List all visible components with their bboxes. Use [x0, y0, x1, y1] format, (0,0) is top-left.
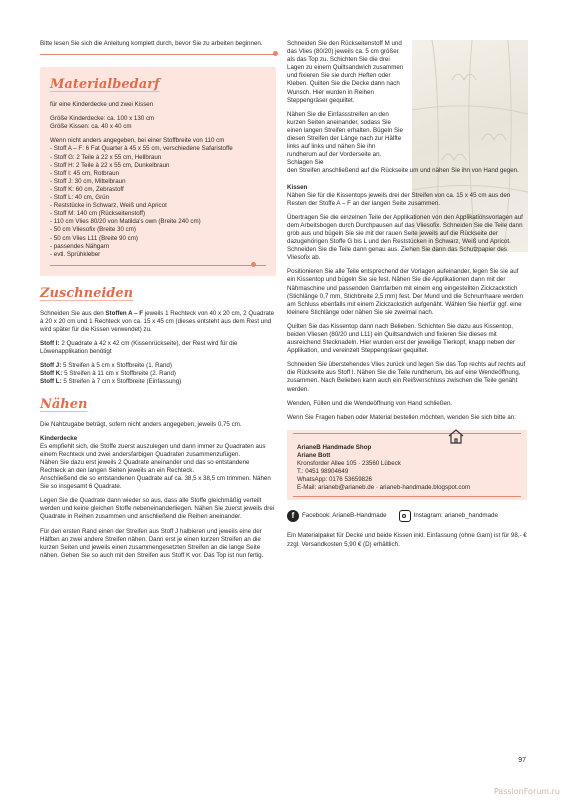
materials-heading: Materialbedarf	[50, 77, 160, 93]
instagram-icon	[399, 510, 411, 522]
cushion-text-1: Nähen Sie für die Kissentops jeweils drei der Streifen von ca. 15 x 45 cm aus den Resten der Stoffe A – F an der langen Seite zusammen.	[287, 191, 511, 207]
facebook-icon: f	[287, 510, 299, 522]
materials-list	[50, 101, 266, 259]
materials-item: - evtl. Sprühkleber	[50, 250, 101, 258]
right-column	[287, 40, 527, 555]
shop-name: ArianeB Handmade Shop	[297, 443, 372, 451]
materials-item: - Stoff J: 30 cm, Mittelbraun	[50, 177, 126, 185]
cutting-heading: Zuschneiden	[40, 285, 134, 301]
materials-item: - 50 cm Vliesofix (Breite 30 cm)	[50, 226, 136, 234]
materials-item: - Stoff K: 60 cm, Zebrastoff	[50, 185, 124, 193]
shop-address: Kronsforder Allee 105 · 23560 Lübeck	[297, 460, 401, 468]
social-links	[287, 510, 527, 522]
material-kit-text: Ein Materialpaket für Decke und beide Kissen inkl. Einfassung (ohne Garn) ist für 98,- € zzgl. Versandkosten 5,90 € (D) erhältlich.	[287, 532, 527, 548]
seam-allowance-text: Die Nahtzugabe beträgt, sofern nicht anders angegeben, jeweils 0,75 cm.	[40, 420, 242, 428]
materials-item: - passendes Nähgarn	[50, 242, 110, 250]
binding-text-b: den Streifen anschließend auf die Rückseite um und nähen Sie ihn von Hand gegen.	[287, 167, 519, 175]
watermark: PassionForum.ru	[493, 787, 560, 796]
cushion-text-2: Übertragen Sie die einzelnen Teile der Applikationen von den Applikationsvorlagen auf dem Arbeitsbogen durch Durchpausen auf das Vliesofix. Schneiden Sie die Teile dann grob aus und bügeln Sie sie mit der rauen Seite jeweils auf die Rückseite der dazugehörigen Stoffe G bis L und den Reststücken in Schwarz, Weiß und Apricot. Schneiden Sie die Teile dann genau aus. Ziehen Sie dann das Schutzpapier des Vliesofix ab.	[287, 213, 523, 262]
shop-email: E-Mail: arianeb@arianeb.de · arianeb-handmade.blogspot.com	[297, 484, 471, 492]
cushion-text-3: Positionieren Sie alle Teile entsprechend der Vorlagen aufeinander, legen Sie sie auf ein Kissentop und bügeln Sie sie fest. Nähen Sie die Applikationen dann mit der Nähmaschine und passenden Garnfarben mit einem eng eingestellten Zickzackstich (Stichlänge 0,7 mm, Stichbreite 2,5 mm) fest. Der Mund und die Schnurrhaare werden am Schluss ebenfalls mit einem Zickzackstich aufgenäht. Wählen Sie hierfür ggf. eine kleinere Stichlänge oder nähen Sie sie zweimal nach.	[287, 268, 523, 316]
materials-item: - 50 cm Vlies L11 (Breite 90 cm)	[50, 234, 138, 242]
shop-owner: Ariane Bott	[297, 451, 331, 459]
cutting-text-2: Stoff I: 2 Quadrate à 42 x 42 cm (Kissenrückseite), der Rest wird für die Löwenapplikation benötigt	[40, 340, 238, 356]
facebook-link[interactable]: f Facebook: ArianeB-Handmade	[287, 510, 387, 522]
materials-item: Größe Kinderdecke: ca. 100 x 130 cm	[50, 115, 155, 123]
shop-whatsapp: WhatsApp: 0176 53659826	[297, 476, 372, 484]
materials-item: - Stoff H: 2 Teile à 22 x 55 cm, Dunkelbraun	[50, 161, 170, 169]
materials-item: Größe Kissen: ca. 40 x 40 cm	[50, 123, 132, 131]
materials-item: - 110 cm Vlies 80/20 von Matilda's own (Breite 240 cm)	[50, 218, 201, 226]
cutting-stripes: Stoff J: 5 Streifen à 5 cm x Stoffbreite (1. Rand) Stoff K: 5 Streifen à 11 cm x Stoffbreite (2. Rand) Stoff L: 5 Streifen à 7 cm x Stoffbreite (Einfassung)	[40, 362, 182, 386]
cushion-text-4: Quilten Sie das Kissentop dann nach Belieben. Schichten Sie dazu aus Kissentop, beiden Vliesen (80/20 und L11) ein Quiltsandwich und fixieren Sie dieses mit ausreichend Stecknadeln. Hier wurden erst der jeweilige Tierkopf, knapp neben der Applikation, und vereinzelt Steppengräser gequiltet.	[287, 322, 516, 355]
shop-phone: T.: 0451 98904649	[297, 468, 349, 476]
cushion-text-5: Schneiden Sie überstehendes Vlies zurück und legen Sie das Top rechts auf rechts auf die Rückseite aus Stoff I. Nähen Sie die Teile rundherum, bis auf eine Wendeöffnung, zusammen. Nach Belieben kann auch ein Reißverschluss zwischen die Teile genäht werden.	[287, 361, 526, 393]
materials-item: für eine Kinderdecke und zwei Kissen	[50, 101, 154, 109]
materials-item: - Stoff L: 40 cm, Grün	[50, 194, 110, 202]
materials-item: - Stoff M: 140 cm (Rückseitenstoff)	[50, 210, 146, 218]
instagram-link[interactable]: Instagram: arianeb_handmade	[399, 510, 498, 522]
materials-item: Wenn nicht anders angegeben, bei einer Stoffbreite von 110 cm	[50, 137, 225, 145]
materials-item: - Stoff G: 2 Teile à 22 x 55 cm, Hellbraun	[50, 153, 162, 161]
materials-item: - Reststücke in Schwarz, Weiß und Apricot	[50, 202, 167, 210]
materials-item: - Stoff A – F: 6 Fat Quarter à 45 x 55 cm, verschiedene Safaristoffe	[50, 145, 233, 153]
cushion-text-6: Wenden, Füllen und die Wendeöffnung von Hand schließen.	[287, 399, 453, 407]
contact-intro: Wenn Sie Fragen haben oder Material bestellen möchten, wenden Sie sich bitte an:	[287, 413, 516, 421]
subheading-kissen: Kissen	[287, 183, 308, 191]
left-column	[40, 40, 276, 566]
intro-text: Bitte lesen Sie sich die Anleitung komplett durch, bevor Sie zu arbeiten beginnen.	[40, 40, 263, 47]
shop-box	[287, 430, 527, 501]
materials-box	[40, 67, 276, 276]
divider	[40, 54, 276, 55]
sewing-text-1: Es empfiehlt sich, die Stoffe zuerst auszulegen und dann immer zu Quadraten aus einem Rechteck und zwei andersfarbigen Quadraten zusammenzufügen. Nähen Sie dazu erst jeweils 2 Quadrate aneinander und das so entstandene Rechteck an den langen Seiten jeweils an ein Rechteck. Anschließend die so entstandenen Quadrate auf ca. 38,5 x 38,5 cm trimmen. Nähen Sie so insgesamt 6 Quadrate.	[40, 442, 271, 491]
box-divider	[50, 265, 266, 266]
materials-item: - Stoff I: 45 cm, Rotbraun	[50, 169, 120, 177]
sewing-text-2: Legen Sie die Quadrate dann wieder so aus, dass alle Stoffe gleichmäßig verteilt werden und keine gleichen Stoffe nebeneinanderliegen. Nähen Sie zuerst jeweils drei Quadrate in Reihen zusammen und anschließend die Reihen aneinander.	[40, 497, 275, 521]
quilting-text: Schneiden Sie den Rückseitenstoff M und das Vlies (80/20) jeweils ca. 5 cm größer als das Top zu. Schichten Sie die drei Lagen zu einem Quiltsandwich zusammen und fixieren Sie sie durch Heften oder Kleben. Quilten Sie die Decke dann nach Wunsch. Hier wurden in Reihen Steppengräser gequiltet.	[287, 40, 404, 104]
house-icon	[447, 428, 465, 444]
sewing-heading: Nähen	[40, 396, 88, 412]
sewing-text-3: Für den ersten Rand einen der Streifen aus Stoff J halbieren und jeweils eine der Hälften an zwei andere Streifen nähen. Dann erst je einen kurzen Streifen an die kurzen Seiten und jeweils einen zusammengesetzten Streifen an die lange Seite nähen. Gehen Sie so auch mit den Streifen aus Stoff K vor. Das Top ist nun fertig.	[40, 527, 264, 559]
page-number: 97	[518, 757, 526, 764]
binding-text-a: Nähen Sie die Einfassstreifen an den kurzen Seiten aneinander, sodass Sie einen langen Streifen erhalten. Bügeln Sie diesen Streifen der Länge nach zur Hälfte links auf links und nähen Sie ihn rundherum auf der Vorderseite an. Schlagen Sie	[287, 110, 403, 167]
subheading-kinderdecke: Kinderdecke	[40, 434, 78, 442]
cutting-text-1: Schneiden Sie aus den Stoffen A – F jeweils 1 Rechteck von 40 x 20 cm, 2 Quadrate à 20 x 20 cm und 1 Rechteck von ca. 15 x 45 cm (dieses entsteht aus dem Rest und wird später für die Kissen verwendet) zu.	[40, 309, 275, 333]
